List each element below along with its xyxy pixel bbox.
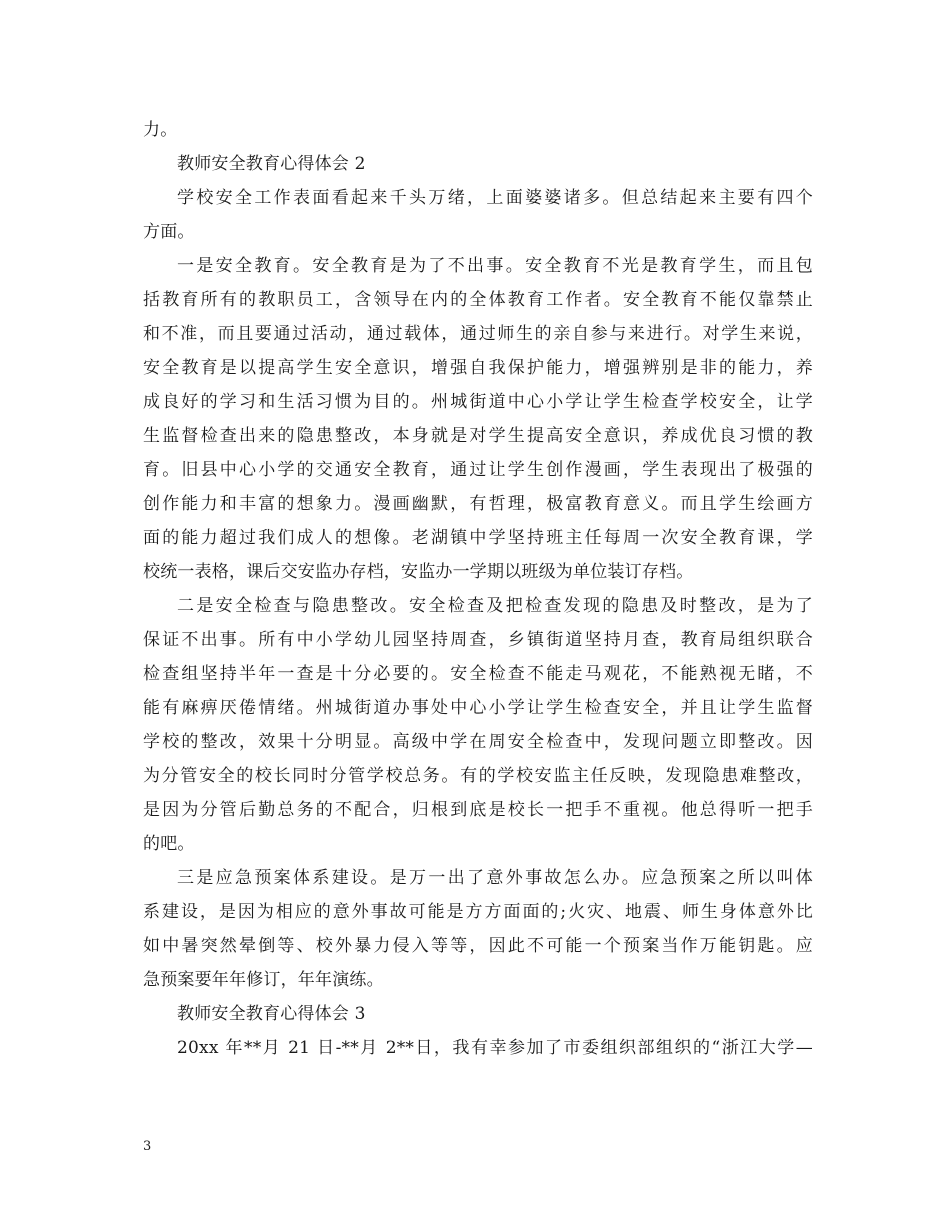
paragraph-line: 括教育所有的教职员工，含领导在内的全体教育工作者。安全教育不能仅靠禁止 <box>143 290 813 310</box>
paragraph-line: 系建设，是因为相应的意外事故可能是方方面面的;火灾、地震、师生身体意外比 <box>143 902 813 922</box>
paragraph-line: 面的能力超过我们成人的想像。老湖镇中学坚持班主任每周一次安全教育课，学 <box>143 528 813 548</box>
paragraph-line: 20xx 年**月 21 日-**月 2**日，我有幸参加了市委组织部组织的“浙江大学— <box>177 1038 813 1058</box>
paragraph-line: 校统一表格，课后交安监办存档，安监办一学期以班级为单位装订存档。 <box>143 562 694 582</box>
paragraph-line: 是因为分管后勤总务的不配合，归根到底是校长一把手不重视。他总得听一把手 <box>143 800 813 820</box>
paragraph-line: 保证不出事。所有中小学幼儿园坚持周查，乡镇街道坚持月查，教育局组织联合 <box>143 630 813 650</box>
body-text <box>143 113 813 1065</box>
paragraph-line: 学校安全工作表面看起来千头万绪，上面婆婆诸多。但总结起来主要有四个 <box>177 188 813 208</box>
paragraph-line: 和不准，而且要通过活动，通过载体，通过师生的亲自参与来进行。对学生来说， <box>143 324 813 344</box>
paragraph-line: 如中暑突然晕倒等、校外暴力侵入等等，因此不可能一个预案当作万能钥匙。应 <box>143 936 813 956</box>
paragraph-line: 三是应急预案体系建设。是万一出了意外事故怎么办。应急预案之所以叫体 <box>177 868 813 888</box>
paragraph-line: 急预案要年年修订，年年演练。 <box>143 970 384 990</box>
paragraph-line: 学校的整改，效果十分明显。高级中学在周安全检查中，发现问题立即整改。因 <box>143 732 813 752</box>
paragraph-line: 创作能力和丰富的想象力。漫画幽默，有哲理，极富教育意义。而且学生绘画方 <box>143 494 813 514</box>
paragraph-line: 为分管安全的校长同时分管学校总务。有的学校安监主任反映，发现隐患难整改， <box>143 766 813 786</box>
section-heading: 教师安全教育心得体会 3 <box>177 1004 366 1024</box>
paragraph-line: 方面。 <box>143 222 195 242</box>
paragraph-line: 生监督检查出来的隐患整改，本身就是对学生提高安全意识，养成优良习惯的教 <box>143 426 813 446</box>
section-heading: 教师安全教育心得体会 2 <box>177 154 366 174</box>
paragraph-line: 安全教育是以提高学生安全意识，增强自我保护能力，增强辨别是非的能力，养 <box>143 358 813 378</box>
paragraph-line: 成良好的学习和生活习惯为目的。州城街道中心小学让学生检查学校安全，让学 <box>143 392 813 412</box>
paragraph-line: 能有麻痹厌倦情绪。州城街道办事处中心小学让学生检查安全，并且让学生监督 <box>143 698 813 718</box>
paragraph-line: 的吧。 <box>143 834 195 854</box>
paragraph-line: 检查组坚持半年一查是十分必要的。安全检查不能走马观花，不能熟视无睹，不 <box>143 664 813 684</box>
paragraph-line: 育。旧县中心小学的交通安全教育，通过让学生创作漫画，学生表现出了极强的 <box>143 460 813 480</box>
page-number: 3 <box>143 1139 152 1154</box>
paragraph-continuation: 力。 <box>143 120 178 140</box>
paragraph-line: 二是安全检查与隐患整改。安全检查及把检查发现的隐患及时整改，是为了 <box>177 596 813 616</box>
paragraph-line: 一是安全教育。安全教育是为了不出事。安全教育不光是教育学生，而且包 <box>177 256 813 276</box>
